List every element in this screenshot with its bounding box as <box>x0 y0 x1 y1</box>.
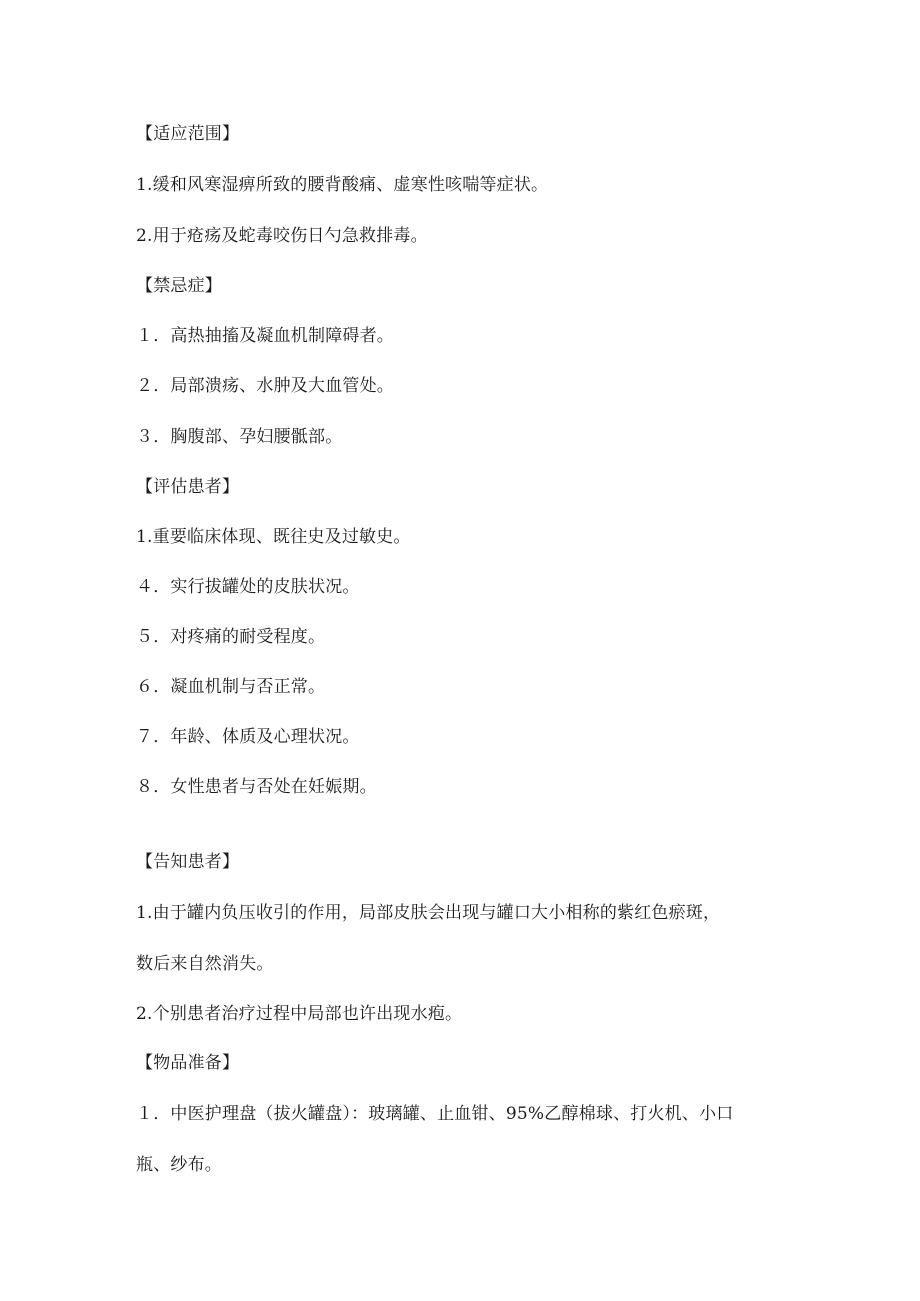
supplies-line-2: 瓶、纱布。 <box>136 1155 222 1175</box>
assessment-line-6: ８．女性患者与否处在妊娠期。 <box>136 777 377 797</box>
contraindications-line-1: １．高热抽搐及凝血机制障碍者。 <box>136 326 394 346</box>
assessment-line-2: ４．实行拔罐处的皮肤状况。 <box>136 577 360 597</box>
contraindications-line-2: ２．局部溃疡、水肿及大血管处。 <box>136 376 394 396</box>
supplies-line-1: １．中医护理盘（拔火罐盘）：玻璃罐、止血钳、95%乙醇棉球、打火机、小口 <box>136 1104 734 1124</box>
inform-line-1: 1.由于罐内负压收引的作用，局部皮肤会出现与罐口大小相称的紫红色瘀斑， <box>136 903 721 923</box>
section-heading-contraindications: 【禁忌症】 <box>136 276 222 296</box>
section-heading-supplies: 【物品准备】 <box>136 1053 240 1073</box>
indications-line-2: 2.用于疮疡及蛇毒咬伤日勺急救排毒。 <box>136 226 428 246</box>
contraindications-line-3: ３．胸腹部、孕妇腰骶部。 <box>136 427 343 447</box>
assessment-line-1: 1.重要临床体现、既往史及过敏史。 <box>136 527 411 547</box>
inform-line-2: 数后来自然消失。 <box>136 954 274 974</box>
section-heading-indications: 【适应范围】 <box>136 124 240 144</box>
section-heading-assessment: 【评估患者】 <box>136 477 240 497</box>
section-heading-inform: 【告知患者】 <box>136 852 240 872</box>
assessment-line-5: ７．年龄、体质及心理状况。 <box>136 727 360 747</box>
assessment-line-3: ５．对疼痛的耐受程度。 <box>136 627 326 647</box>
inform-line-3: 2.个别患者治疗过程中局部也许出现水疱。 <box>136 1004 463 1024</box>
assessment-line-4: ６．凝血机制与否正常。 <box>136 677 326 697</box>
indications-line-1: 1.缓和风寒湿痹所致的腰背酸痛、虚寒性咳喘等症状。 <box>136 175 549 195</box>
